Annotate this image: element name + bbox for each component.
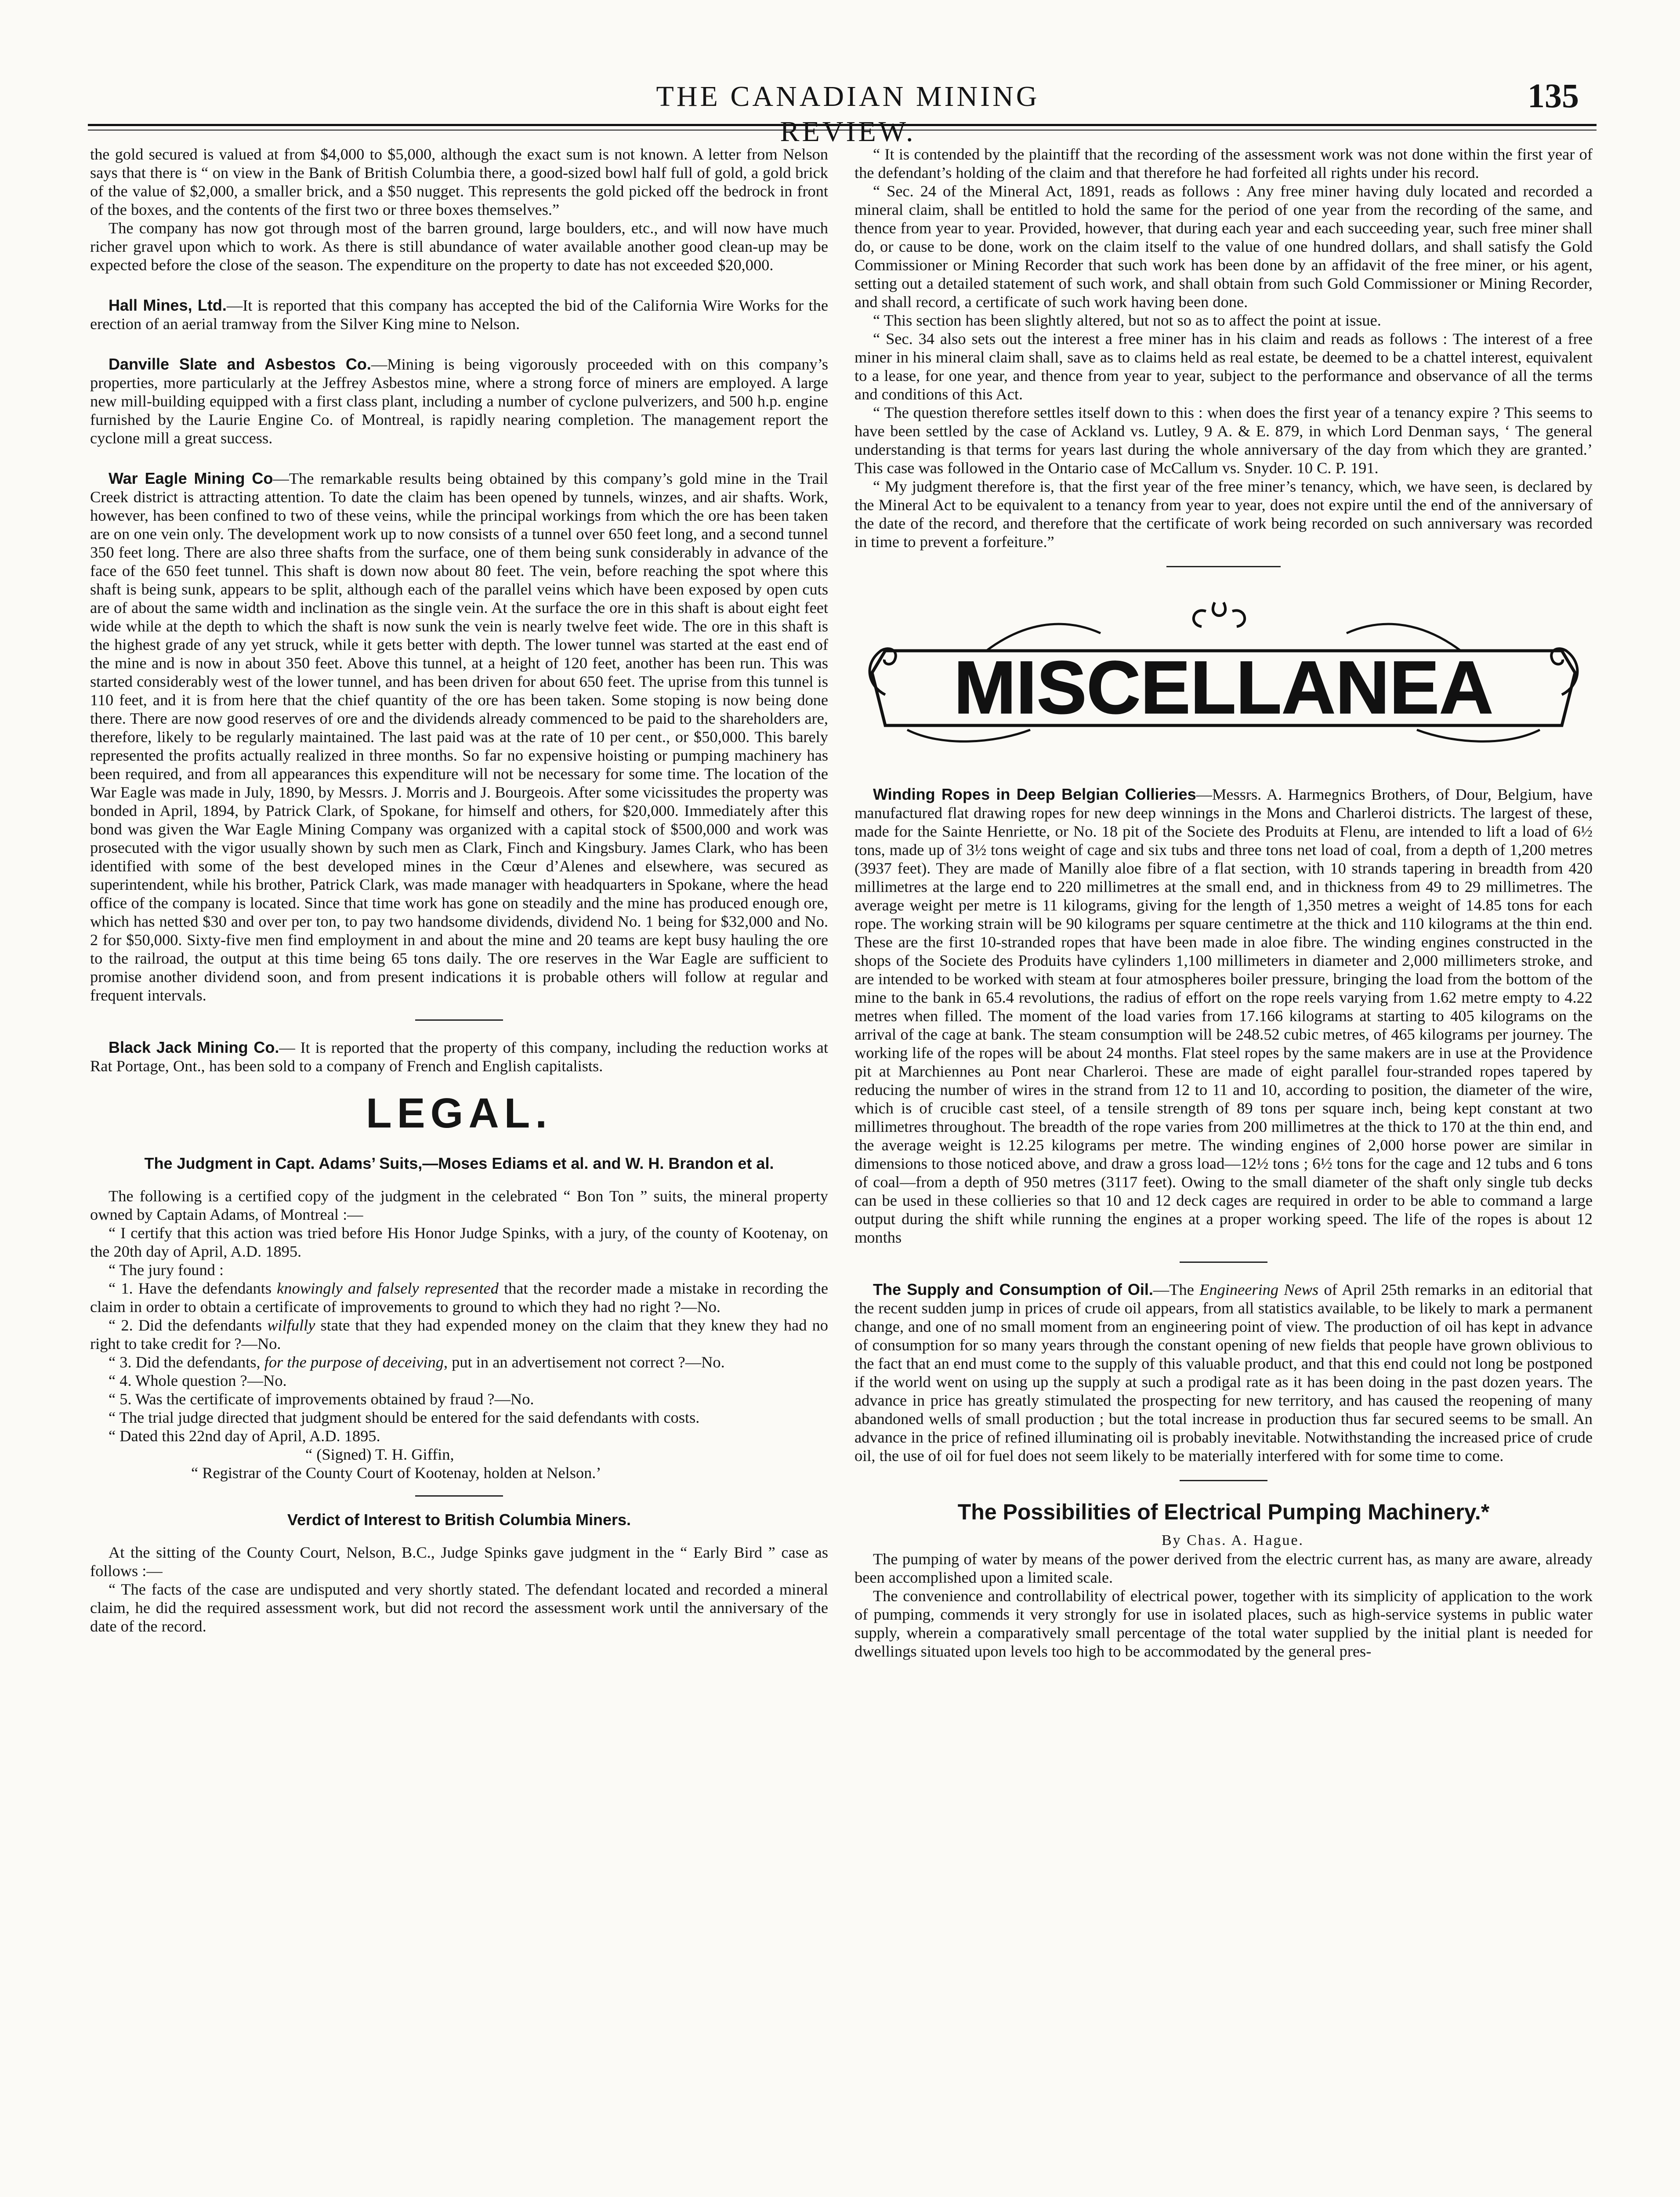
- article-heading: Winding Ropes in Deep Belgian Collieries: [873, 785, 1196, 803]
- article-text: —The: [1153, 1281, 1200, 1298]
- paragraph: “ Sec. 24 of the Mineral Act, 1891, reads as follows : Any free miner having duly located and recorded a mineral claim, shall be entitled to hold the same for the period of one year from the recording of the same, and thence from year to year. Provided, however, that during each year and each succeeding year, such free miner shall do, or cause to be done, work on the claim itself to the value of one hundred dollars, and shall satisfy the Gold Commissioner or Mining Recorder that such work has been done by an affidavit of the free miner, or his agent, setting out a detailed statement of such work, and shall obtain from such Gold Commissioner or Mining Recorder, and shall record, a certificate of such work having been done.: [854, 182, 1593, 311]
- divider: [1180, 1480, 1267, 1481]
- vine-flourish-icon: [907, 730, 1540, 741]
- banner-title: MISCELLANEA: [954, 646, 1493, 729]
- article-heading: Verdict of Interest to British Columbia Miners.: [287, 1511, 631, 1529]
- article-verdict-continued: [854, 145, 1593, 551]
- paragraph: “ The jury found :: [109, 1261, 224, 1279]
- italic-text: wilfully: [267, 1316, 315, 1334]
- left-column: [90, 145, 828, 2197]
- text: state that they had expended money on the claim that they knew they had no right to take credit for ?—No.: [90, 1316, 828, 1352]
- paragraph: [90, 1279, 828, 1316]
- page-header: [0, 0, 1680, 148]
- paragraph: “ It is contended by the plaintiff that the recording of the assessment work was not done within the first year of the defendant’s holding of the claim and that therefore he had forfeited all rights under his record.: [854, 145, 1593, 181]
- article-heading: War Eagle Mining Co: [109, 469, 273, 487]
- article-black-jack: [90, 1038, 828, 1075]
- article-hall-mines: [90, 296, 828, 333]
- paragraph: The following is a certified copy of the judgment in the celebrated “ Bon Ton ” suits, the mineral property owned by Captain Adams, of Montreal :—: [90, 1187, 828, 1223]
- miscellanea-banner: [854, 585, 1593, 761]
- section-title-legal: LEGAL.: [366, 1090, 552, 1137]
- paragraph: The company has now got through most of the barren ground, large boulders, etc., and will now have much richer gravel upon which to work. As there is still abundance of water available another good clean-up may be expected before the close of the season. The expenditure on the property to date has not exceeded $20,000.: [90, 219, 828, 274]
- paragraph: “ This section has been slightly altered, but not so as to affect the point at issue.: [873, 312, 1381, 329]
- article-text: of April 25th remarks in an editorial that the recent sudden jump in prices of crude oil appears, from all statistics available, to be likely to mark a permanent change, and one of no small moment from an engineering point of view. The production of oil has kept in advance of consumption for so many years through the constant opening of new fields that people have grown oblivious to the fact that an end must come to the supply of this valuable product, and that this end could not long be postponed if the world went on using up the supply at such a prodigal rate as it has been doing in the past dozen years. The advance in price has greatly stimulated the prospecting for new territory, and has caused the reopening of many abandoned wells of small production ; but the total increase in production thus far secured seems to be small. An advance in the price of refined illuminating oil is probably inevitable. Notwithstanding the increased price of crude oil, the use of oil for fuel does not seem likely to be materially interfered with for some time to come.: [854, 1281, 1593, 1465]
- article-winding-ropes: [854, 785, 1593, 1247]
- paragraph: “ 4. Whole question ?—No.: [109, 1372, 287, 1389]
- article-text: —Mining is being vigorously proceeded with on this company’s properties, more particularly at the Jeffrey Asbestos mine, where a strong force of miners are employed. A large new mill-building equipped with a first class plant, including a number of cyclone pulverizers, and 500 h.p. engine furnished by the Laurie Engine Co. of Montreal, is rapidly nearing completion. The management report the cyclone mill a great success.: [90, 355, 828, 447]
- text: , put in an advertisement not correct ?—No.: [444, 1353, 725, 1371]
- article-gold-cleanup: [90, 145, 828, 274]
- paragraph: “ 5. Was the certificate of improvements obtained by fraud ?—No.: [109, 1390, 534, 1408]
- page-number: 135: [1528, 76, 1579, 115]
- text: “ 2. Did the defendants: [109, 1316, 268, 1334]
- article-heading: The Possibilities of Electrical Pumping Machinery.*: [957, 1500, 1490, 1524]
- paragraph: “ The trial judge directed that judgment should be entered for the said defendants with costs.: [109, 1409, 700, 1426]
- paragraph: “ I certify that this action was tried before His Honor Judge Spinks, with a jury, of the county of Kootenay, on the 20th day of April, A.D. 1895.: [90, 1224, 828, 1260]
- paragraph: “ Sec. 34 also sets out the interest a free miner has in his claim and reads as follows : The interest of a free miner in his mineral claim shall, save as to claims held as real estate, be deemed to be a chattel interest, equivalent to a lease, for one year, and thence from year to year, subject to the performance and observance of all the terms and conditions of this Act.: [854, 330, 1593, 403]
- italic-text: knowingly and falsely represented: [277, 1280, 499, 1297]
- right-column: [854, 145, 1593, 2197]
- article-heading: Danville Slate and Asbestos Co.: [109, 355, 371, 373]
- italic-text: Engineering News: [1199, 1281, 1319, 1298]
- article-judgment: [90, 1187, 828, 1482]
- article-heading: The Supply and Consumption of Oil.: [873, 1280, 1153, 1298]
- article-text: —It is reported that this company has accepted the bid of the California Wire Works for the erection of an aerial tramway from the Silver King mine to Nelson.: [90, 297, 828, 333]
- paragraph: the gold secured is valued at from $4,000 to $5,000, although the exact sum is not known. A letter from Nelson says that there is “ on view in the Bank of British Columbia there, a good-sized bowl half full of gold, a gold brick of the value of $2,000, a smaller brick, and a $50 nugget. This represents the gold picked off the bedrock in front of the boxes, and the contents of the first two or three boxes themselves.”: [90, 145, 828, 218]
- article-heading: Black Jack Mining Co.: [109, 1038, 279, 1056]
- divider: [1166, 566, 1281, 567]
- article-heading: Hall Mines, Ltd.: [109, 296, 227, 314]
- paragraph: “ The question therefore settles itself down to this : when does the first year of a tenancy expire ? This seems to have been settled by the case of Ackland vs. Lutley, 9 A. & E. 879, in which Lord Denman says, ‘ The general understanding is that terms for years last during the whole anniversary of the day from which they are granted.’ This case was followed in the Ontario case of McCallum vs. Snyder. 10 C. P. 191.: [854, 404, 1593, 477]
- paragraph: “ The facts of the case are undisputed and very shortly stated. The defendant located and recorded a mineral claim, he did the required assessment work, but did not record the assessment work until the anniversary of the date of the record.: [90, 1581, 828, 1635]
- signature-line: “ (Signed) T. H. Giffin,: [305, 1446, 454, 1463]
- paragraph: At the sitting of the County Court, Nelson, B.C., Judge Spinks gave judgment in the “ Early Bird ” case as follows :—: [90, 1544, 828, 1580]
- paragraph: [90, 1316, 828, 1353]
- paragraph: The pumping of water by means of the power derived from the electric current has, as many are aware, already been accomplished upon a limited scale.: [854, 1550, 1593, 1586]
- article-danville: [90, 355, 828, 447]
- article-text: — It is reported that the property of this company, including the reduction works at Rat Portage, Ont., has been sold to a company of French and English capitalists.: [90, 1039, 828, 1075]
- article-electrical-pumping: [854, 1550, 1593, 1660]
- divider: [415, 1495, 503, 1497]
- article-text: —Messrs. A. Harmegnics Brothers, of Dour, Belgium, have manufactured flat drawing ropes for new deep winnings in the Mons and Charleroi districts. The largest of these, made for the Sainte Henriette, or No. 18 pit of the Societe des Produits at Flenu, are intended to lift a load of 6½ tons, made up of 3½ tons weight of cage and six tubs and three tons net load of coal, from a depth of 1,200 metres (3937 feet). They are made of Manilly aloe fibre of a flat section, with 10 strands tapering in breadth from 420 millimetres at the large end to 220 millimetres at the small end, and in thickness from 49 to 29 millimetres. The average weight per metre is 11 kilograms, giving for the length of 1,350 metres a weight of 14.85 tons for each rope. The working strain will be 90 kilograms per square centimetre at the thick and 110 kilograms at the thin end. These are the first 10-stranded ropes that have been made in aloe fibre. The winding engines constructed in the shops of the Societe des Produits have cylinders 1,100 millimeters in diameter and 2,000 millimeters stroke, and are intended to be worked with steam at four atmospheres boiler pressure, bringing the load from the bottom of the mine to the bank in 65.4 revolutions, the radius of effort on the rope reels varying from 1.62 metre empty to 4.22 metres when filled. The moment of the load varies from 17.166 kilograms at starting to 405 kilograms on the arrival of the cage at bank. The steam consumption will be 248.52 cubic metres, of 465 kilograms per journey. The working life of the ropes will be about 24 months. Flat steel ropes by the same makers are in use at the Providence pit at Marchiennes au Pont near Charleroi. These are made of eight parallel four-stranded ropes tapered by reducing the number of wires in the strand from 12 to 11 and 10, according to position, the diameter of the wire, which is of crucible cast steel, of a tensile strength of 89 tons per square inch, being kept constant at two millimetres throughout. The breadth of the rope varies from 200 millimetres at the thick to 170 at the thin end, and the average weight is 12.25 kilograms per metre. The winding engines of 2,000 horse power are similar in dimensions to those noticed above, and draw a gross load—12½ tons ; 6½ tons for the cage and 12 tubs and 6 tons of coal—from a depth of 950 metres (3117 feet). Owing to the small diameter of the shaft only single tub decks can be used in these collieries so that 10 and 12 deck cages are required in order to be able to command a large output during the shift while running the engines at a proper working speed. The life of the ropes is about 12 months: [854, 786, 1593, 1246]
- divider: [1180, 1262, 1267, 1263]
- byline: By Chas. A. Hague.: [1161, 1532, 1304, 1548]
- paragraph: The convenience and controllability of electrical power, together with its simplicity of application to the work of pumping, commends it very strongly for use in isolated places, such as high-service systems in public water supply, wherein a comparatively small percentage of the total water supplied by the initial plant is needed for dwellings situated upon levels too high to be accommodated by the general pres-: [854, 1587, 1593, 1660]
- paragraph: [90, 1353, 828, 1371]
- article-verdict: [90, 1543, 828, 1635]
- text: “ 1. Have the defendants: [109, 1280, 277, 1297]
- text: “ 3. Did the defendants,: [109, 1353, 264, 1371]
- paragraph: “ My judgment therefore is, that the first year of the free miner’s tenancy, which, we have seen, is declared by the Mineral Act to be equivalent to a tenancy from year to year, does not expire until the end of the anniversary of the date of the record, and therefore that the certificate of work being recorded on such anniversary was recorded in time to prevent a forfeiture.”: [854, 478, 1593, 551]
- miscellanea-banner-art: [854, 585, 1593, 761]
- article-heading: The Judgment in Capt. Adams’ Suits,—Moses Ediams et al. and W. H. Brandon et al.: [144, 1154, 774, 1172]
- text: that the recorder made a mistake in recording the claim in order to obtain a certificate of improvements to ground to which they had no right ?—No.: [90, 1280, 828, 1316]
- paragraph: “ Dated this 22nd day of April, A.D. 1895.: [109, 1427, 380, 1445]
- article-oil: [854, 1280, 1593, 1465]
- registrar-line: “ Registrar of the County Court of Kootenay, holden at Nelson.’: [191, 1464, 601, 1482]
- divider: [415, 1019, 503, 1021]
- journal-title: THE CANADIAN MINING REVIEW.: [656, 80, 1040, 148]
- article-text: —The remarkable results being obtained by this company’s gold mine in the Trail Creek district is attracting attention. To date the claim has been opened by tunnels, winzes, and air shafts. Work, however, has been confined to two of these veins, while the principal workings from which the ore has been taken are on one vein only. The development work up to now consists of a tunnel over 650 feet long, and a second tunnel 350 feet long. There are also three shafts from the surface, one of them being sunk considerably in advance of the face of the 650 feet tunnel. This shaft is down now about 80 feet. The vein, before reaching the spot where this shaft is being sunk, appears to be split, although each of the parallel veins which have been exposed by open cuts are of about the same width and inclination as the single vein. At the surface the ore in this shaft is about eight feet wide while at the depth to which the shaft is now sunk the vein is nearly twelve feet wide. The ore in this shaft is the highest grade of any yet struck, while it gets better with depth. The lower tunnel was started at the east end of the mine and is now in about 350 feet. Above this tunnel, at a height of 120 feet, another has been run. This was started considerably west of the lower tunnel, and has been driven for about 650 feet. The uprise from this tunnel is 110 feet, and it is from here that the chief quantity of the ore has been taken. Some stoping is now being done there. There are now good reserves of ore and the dividends already commenced to be paid to the shareholders are, therefore, likely to be regularly maintained. The last paid was at the rate of 10 per cent., or $50,000. This barely represented the profits actually realized in three months. So far no expensive hoisting or pumping machinery has been required, and from all appearances this expenditure will not be necessary for some time. The location of the War Eagle was made in July, 1890, by Messrs. J. Morris and J. Bourgeois. After some vicissitudes the property was bonded in April, 1894, by Patrick Clark, of Spokane, for himself and others, for $20,000. Immediately after this bond was given the War Eagle Mining Company was organized with a capital stock of $500,000 and work was prosecuted with the vigor usually shown by such men as Clark, Finch and Kingsbury. James Clark, who has been identified with some of the best developed mines in the Cœur d’Alenes and elsewhere, was secured as superintendent, while his brother, Patrick Clark, was made manager with headquarters in Spokane, where the head office of the company is located. Since that time work has gone on steadily and the mine has produced enough ore, which has netted $30 and over per ton, to pay two handsome dividends, dividend No. 1 being for $32,000 and No. 2 for $50,000. Sixty-five men find employment in and about the mine and 20 teams are kept busy hauling the ore to the railroad, the output at this time being 65 tons daily. The ore reserves in the War Eagle are sufficient to promise another dividend soon, and from present indications it is probable others will follow at regular and frequent intervals.: [90, 470, 828, 1004]
- italic-text: for the purpose of deceiving: [264, 1353, 444, 1371]
- crest-flourish-icon: [1194, 602, 1245, 627]
- article-war-eagle: [90, 469, 828, 1004]
- header-rule: [88, 124, 1597, 131]
